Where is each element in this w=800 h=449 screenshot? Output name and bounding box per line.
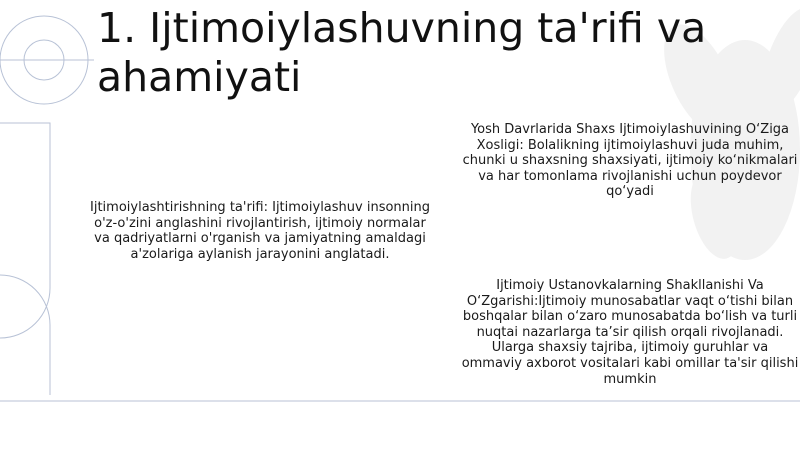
definition-text: Ijtimoiylashtirishning ta'rifi: Ijtimoiylashuv insonning o'z-o'zini anglashini rivojlantirish, ijtimoiy normalar va qadriyatlarni o'rganish va jamiyatning amaldagi a'zolariga aylanish jarayonini anglatadi. [90,200,431,262]
social-attitudes-text: Ijtimoiy Ustanovkalarning Shakllanishi Va O‘Zgarishi:Ijtimoiy munosabatlar vaqt o‘tishi bilan boshqalar bilan o‘zaro munosabatda bo‘lish va turli nuqtai nazarlarga ta’sir qilish orqali rivojlanadi. Ularga shaxsiy tajriba, ijtimoiy guruhlar va ommaviy axborot vositalari kabi omillar ta'sir qilishi mumkin [461,278,799,387]
age-socialization-text: Yosh Davrlarida Shaxs Ijtimoiylashuvining O‘Ziga Xosligi: Bolalikning ijtimoiylashuvi juda muhim, chunki u shaxsning shaxsiyati, ijtimoiy ko‘nikmalari va har tomonlama rivojlanishi uchun poydevor qo‘yadi [462,122,798,200]
deco-arch-shape [0,123,50,338]
slide-title: 1. Ijtimoiylashuvning ta'rifi va ahamiyati [97,4,707,101]
deco-lower-arc [0,275,50,395]
